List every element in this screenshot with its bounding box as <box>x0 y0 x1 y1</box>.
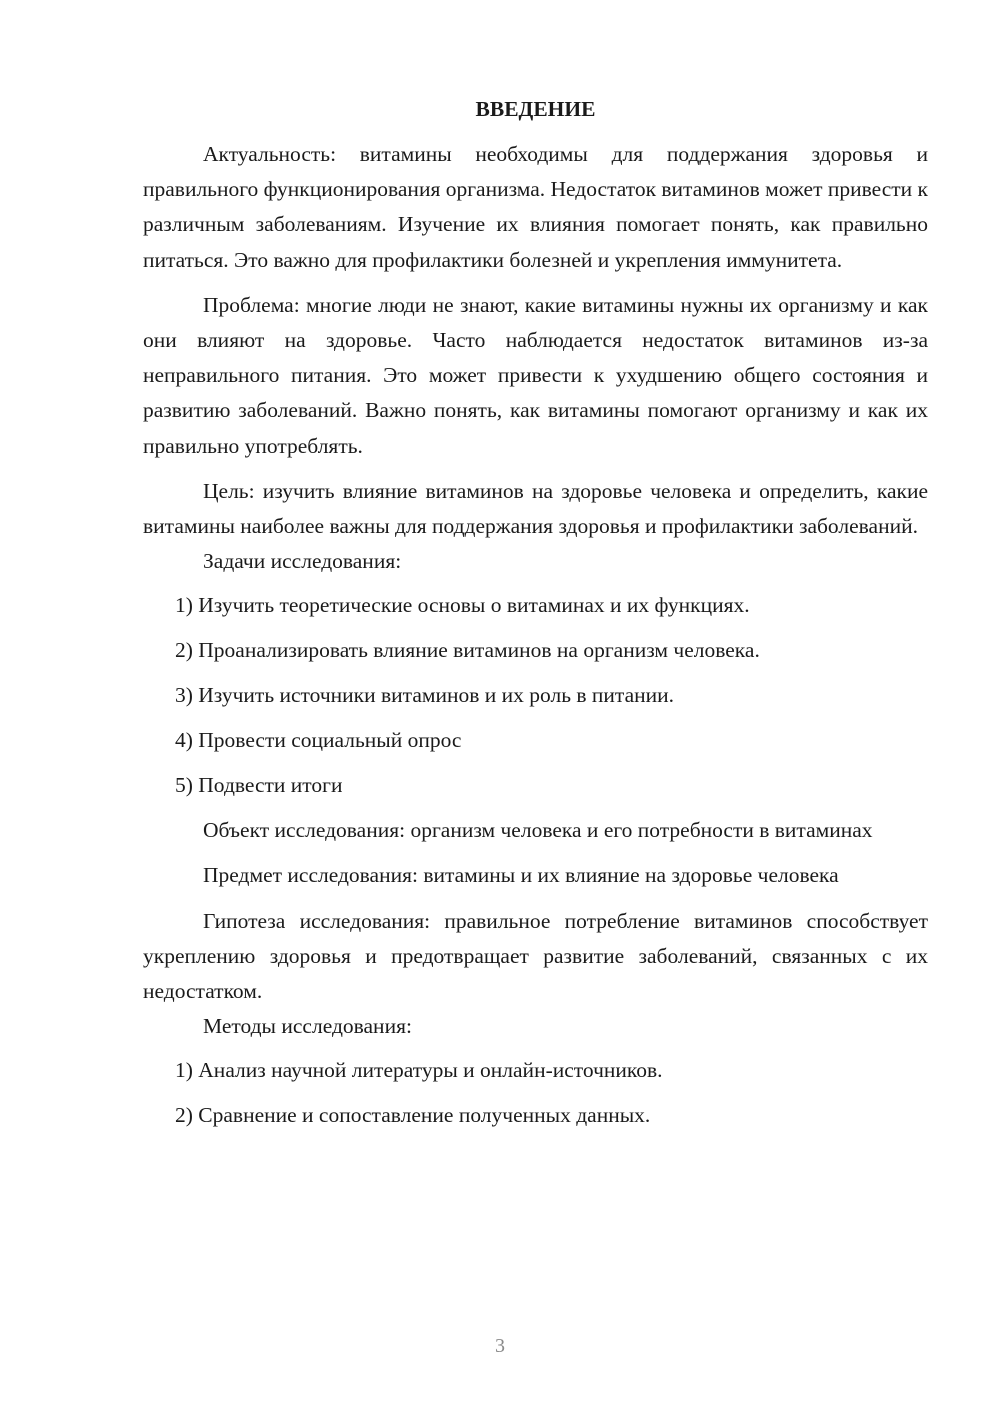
goal-paragraph: Цель: изучить влияние витаминов на здоровье человека и определить, какие витамины наиболее важны для поддержания здоровья и профилактики заболеваний. <box>143 478 928 539</box>
task-item: 2) Проанализировать влияние витаминов на организм человека. <box>175 638 760 663</box>
task-item: 3) Изучить источники витаминов и их роль в питании. <box>175 683 675 708</box>
task-item: 4) Провести социальный опрос <box>175 728 462 753</box>
object-paragraph: Объект исследования: организм человека и его потребности в витаминах <box>203 818 873 843</box>
hypothesis-paragraph: Гипотеза исследования: правильное потребление витаминов способствует укреплению здоровья и предотвращает развитие заболеваний, связанных с их недостатком. <box>143 908 928 1004</box>
document-page <box>143 92 928 1133</box>
method-item: 2) Сравнение и сопоставление полученных данных. <box>175 1103 651 1128</box>
methods-label: Методы исследования: <box>203 1014 412 1039</box>
method-item: 1) Анализ научной литературы и онлайн-источников. <box>175 1058 663 1083</box>
page-number: 3 <box>495 1335 505 1357</box>
methods-list <box>143 1053 928 1133</box>
task-item: 5) Подвести итоги <box>175 773 343 798</box>
task-item: 1) Изучить теоретические основы о витаминах и их функциях. <box>175 593 750 618</box>
section-title: ВВЕДЕНИЕ <box>475 97 596 121</box>
subject-paragraph: Предмет исследования: витамины и их влияние на здоровье человека <box>203 863 839 888</box>
tasks-label: Задачи исследования: <box>203 549 402 574</box>
relevance-paragraph: Актуальность: витамины необходимы для поддержания здоровья и правильного функционирования организма. Недостаток витаминов может привести к различным заболеваниям. Изучение их влияния помогает понять, как правильно питаться. Это важно для профилактики болезней и укрепления иммунитета. <box>143 142 928 272</box>
tasks-list <box>143 588 928 803</box>
problem-paragraph: Проблема: многие люди не знают, какие витамины нужны их организму и как они влияют на здоровье. Часто наблюдается недостаток витаминов из-за неправильного питания. Это может привести к ухудшению общего состояния и развитию заболеваний. Важно понять, как витамины помогают организму и как их правильно употреблять. <box>143 292 928 458</box>
